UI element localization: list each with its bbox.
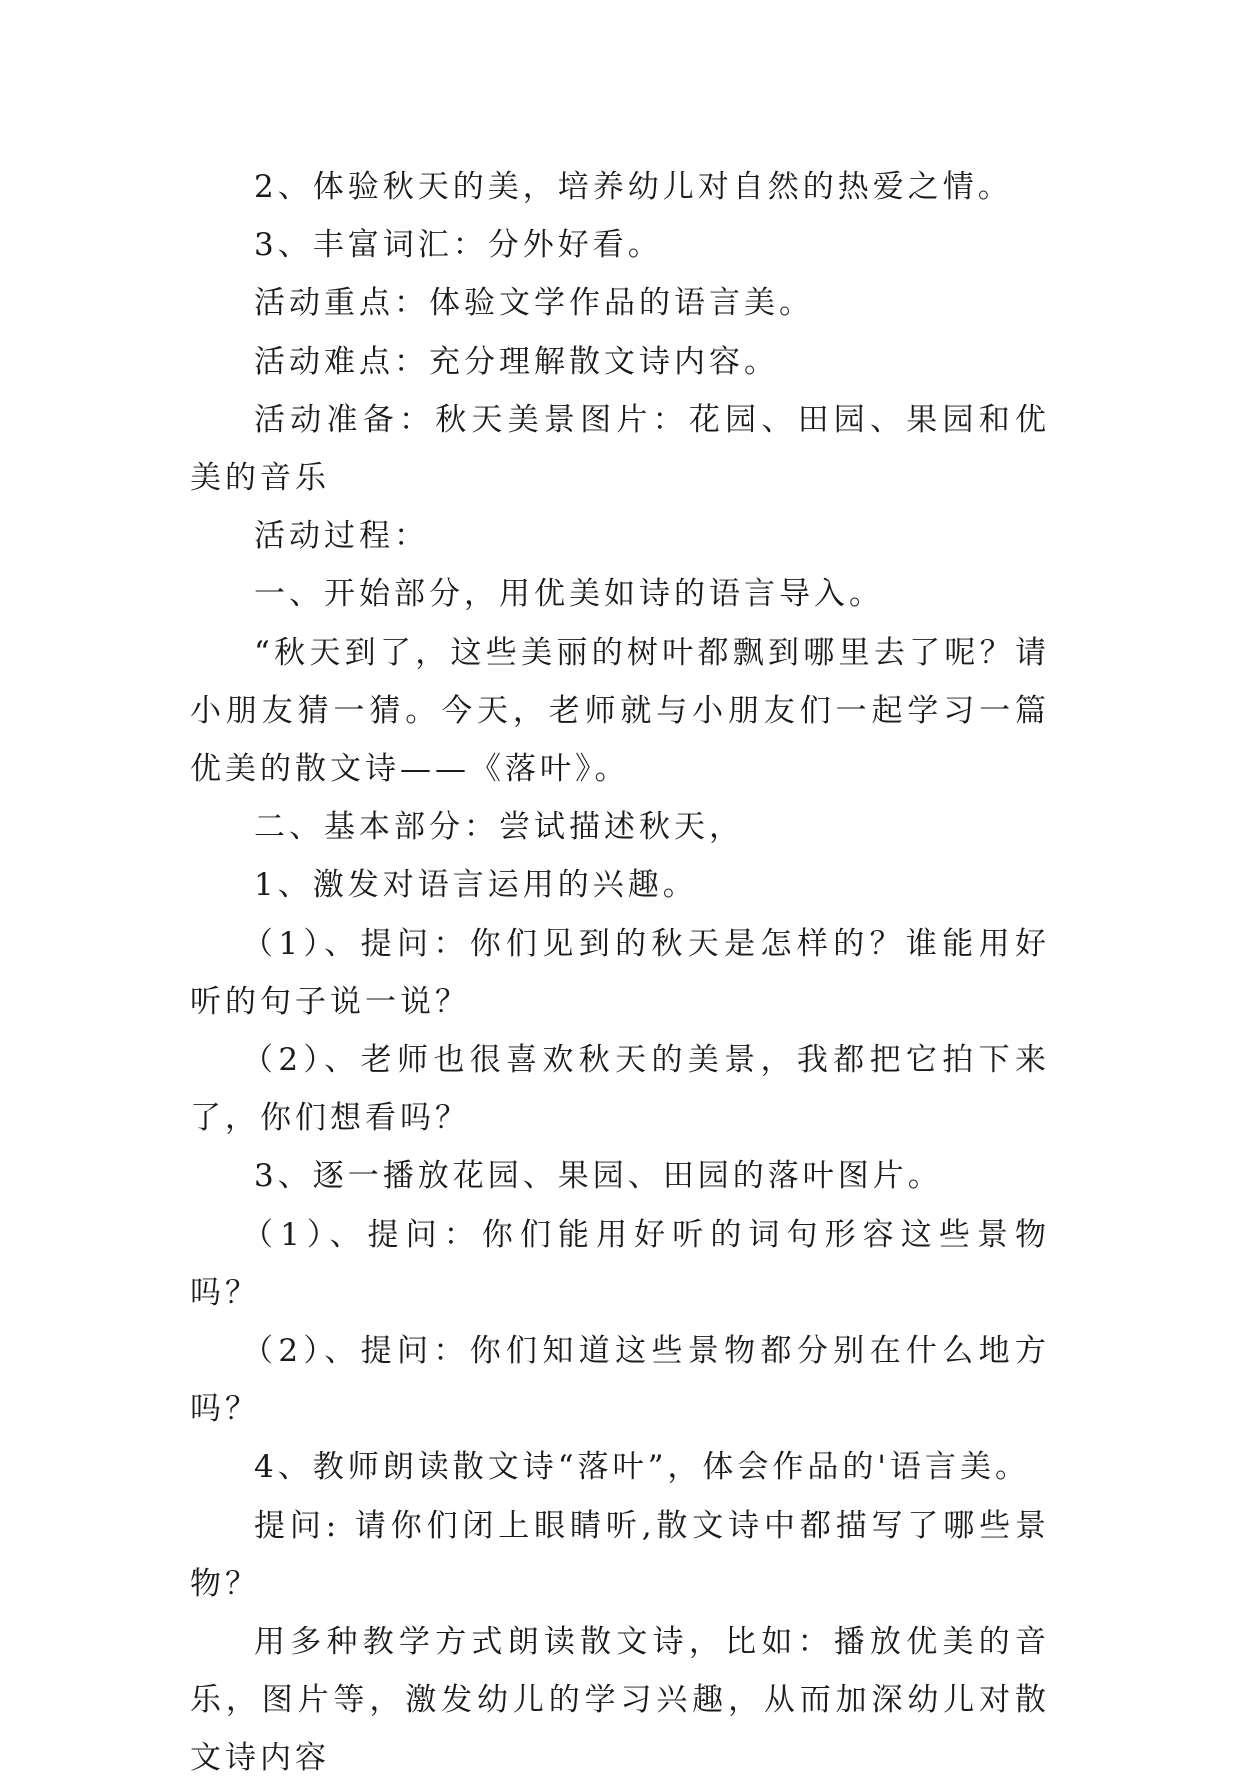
paragraph: 一、开始部分，用优美如诗的语言导入。 [254,576,884,613]
paragraph: “秋天到了，这些美丽的树叶都飘到哪里去了呢？请小朋友猜一猜。今天，老师就与小朋友们一起学习一篇优美的散文诗——《落叶》。 [190,634,1050,788]
paragraph: 3、逐一播放花园、果园、田园的落叶图片。 [254,1158,943,1195]
paragraph: （1）、提问：你们能用好听的词句形容这些景物吗？ [190,1216,1050,1311]
paragraph: 1、激发对语言运用的兴趣。 [254,867,698,904]
paragraph: 活动重点：体验文学作品的语言美。 [254,285,814,322]
paragraph: 活动准备：秋天美景图片：花园、田园、果园和优美的音乐 [190,401,1050,497]
paragraph: （2）、提问：你们知道这些景物都分别在什么地方吗？ [190,1333,1050,1428]
paragraph: 活动过程： [254,518,429,555]
paragraph: 2、体验秋天的美，培养幼儿对自然的热爱之情。 [254,169,1013,205]
paragraph: 二、基本部分：尝试描述秋天， [254,809,744,846]
paragraph: 4、教师朗读散文诗“落叶”，体会作品的'语言美。 [254,1449,1030,1486]
paragraph: 提问: 请你们闭上眼睛听,散文诗中都描写了哪些景物？ [190,1507,1050,1602]
paragraph: 活动难点：充分理解散文诗内容。 [254,343,779,380]
paragraph: （1）、提问：你们见到的秋天是怎样的？谁能用好听的句子说一说？ [190,925,1050,1020]
paragraph: （2）、老师也很喜欢秋天的美景，我都把它拍下来了，你们想看吗？ [190,1042,1050,1137]
document-body [190,158,1050,1788]
paragraph: 用多种教学方式朗读散文诗，比如：播放优美的音乐，图片等，激发幼儿的学习兴趣，从而加深幼儿对散文诗内容 [190,1624,1050,1777]
paragraph: 3、丰富词汇：分外好看。 [254,227,663,264]
